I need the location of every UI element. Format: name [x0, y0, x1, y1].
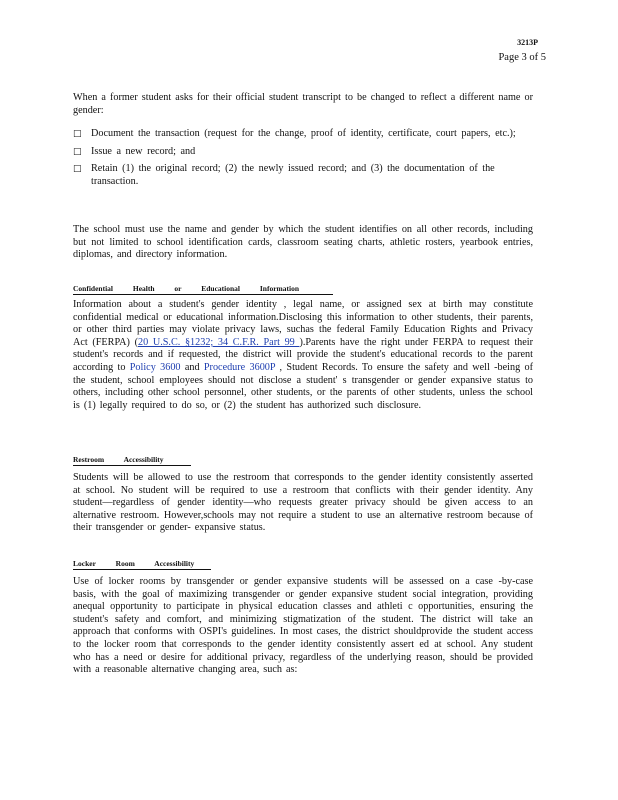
locker-room-heading: Locker Room Accessibility: [73, 559, 211, 570]
list-item: □ Issue a new record; and: [73, 145, 196, 157]
names-paragraph: The school must use the name and gender by which the student identifies on all other records, including but not limited to school identification cards, classroom seating charts, athletic rosters, yearbook entries, diplomas, and directory information.: [73, 224, 533, 261]
list-item: □ Retain (1) the original record; (2) the newly issued record; and (3) the documentation of the transaction.: [73, 163, 495, 187]
checkbox-bullet-icon: □: [73, 164, 82, 175]
confidential-heading: Confidential Health or Educational Information: [73, 284, 333, 295]
policy-3600-link[interactable]: Policy 3600: [129, 361, 181, 373]
bullet-list: [73, 128, 533, 193]
confidential-paragraph: Information about a student's gender identity , legal name, or assigned sex at birth may constitute confidential medical or educational information.Disclosing this information to other students, their parents, or other third parties may violate privacy laws, suchas the federal Family Education Rights and Privacy Act (FERPA) (20 U.S.C. §1232; 34 C.F.R. Part 99 ).Parents have the right under FERPA to request their student's records and if requested, the district will provide the student's educational records to the parent according to Policy 3600 and Procedure 3600P , Student Records. To ensure the safety and well -being of the student, school employees should not disclose a student' s transgender or gender expansive status to others, including other school personnel, other students, or the parents of other students, unless the school is (1) legally required to do so, or (2) the student has authorized such disclosure.: [73, 299, 533, 411]
procedure-3600p-link[interactable]: Procedure 3600P: [203, 361, 276, 373]
document-code: 3213P: [517, 38, 538, 47]
checkbox-bullet-icon: □: [73, 146, 82, 157]
ferpa-link[interactable]: 20 U.S.C. §1232; 34 C.F.R. Part 99: [137, 336, 300, 348]
intro-paragraph: When a former student asks for their official student transcript to be changed to reflect a different name or gender:: [73, 92, 533, 116]
list-item: □ Document the transaction (request for the change, proof of identity, certificate, court papers, etc.);: [73, 128, 516, 139]
locker-room-paragraph: Use of locker rooms by transgender or gender expansive students will be assessed on a case -by-case basis, with the goal of maximizing transgender or gender expansive student social integration, providing anequal opportunity to participate in physical education classes and athleti c opportunities, ensuring the student's safety and comfort, and minimizing stigmatization of the student. The district will take an approach that conforms with OSPI's guidelines. In most cases, the district shouldprovide the student access to the locker room that corresponds to the gender identity consistently assert ed at school. Any student who has a need or desire for additional privacy, regardless of the underlying reason, should be provided with a reasonable alternative changing area, such as:: [73, 576, 533, 676]
restroom-heading: Restroom Accessibility: [73, 455, 191, 466]
checkbox-bullet-icon: □: [73, 129, 82, 139]
restroom-paragraph: Students will be allowed to use the restroom that corresponds to the gender identity consistently asserted at school. No student will be required to use a restroom that conflicts with their gender identity. Any student—regardless of gender identity—who requests greater privacy should be given access to an alternative restroom. However,schools may not require a student to use an alternative restroom because of their transgender or gender- expansive status.: [73, 472, 533, 534]
page-number: Page 3 of 5: [498, 52, 546, 63]
